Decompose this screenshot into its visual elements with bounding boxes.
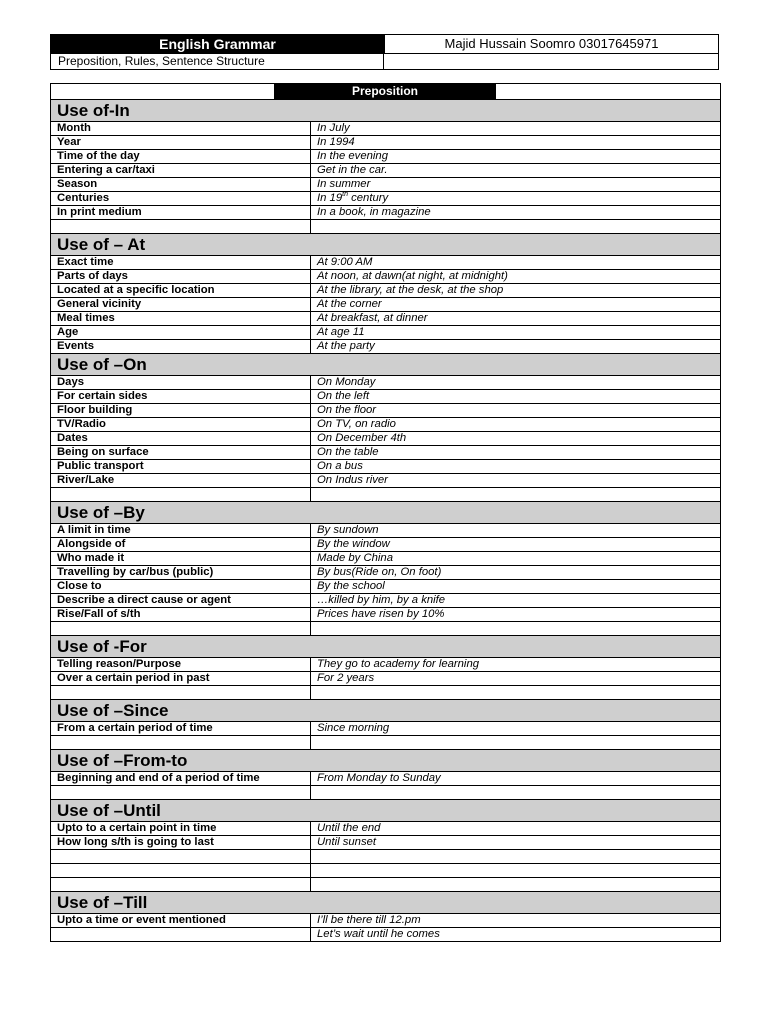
table-row (51, 460, 720, 474)
usage-example: By sundown (317, 524, 379, 536)
usage-rule: River/Lake (51, 474, 311, 487)
usage-example: In the evening (317, 150, 388, 162)
usage-example: Made by China (317, 552, 393, 564)
usage-example (311, 488, 720, 501)
usage-rule: Centuries (51, 192, 311, 205)
usage-rule: Dates (51, 432, 311, 445)
section-heading: Use of –Since (51, 700, 720, 722)
usage-rule (51, 850, 311, 863)
table-row (51, 722, 720, 736)
usage-rule: Parts of days (51, 270, 311, 283)
usage-rule: Located at a specific location (51, 284, 311, 297)
usage-rule: Entering a car/taxi (51, 164, 311, 177)
usage-example: At breakfast, at dinner (317, 312, 428, 324)
table-row (51, 150, 720, 164)
usage-example: Until sunset (317, 836, 377, 848)
usage-rule: From a certain period of time (51, 722, 311, 735)
table-row (51, 178, 720, 192)
document-header (50, 34, 719, 70)
usage-example: Get in the car. (317, 164, 388, 176)
usage-rule: Days (51, 376, 311, 389)
usage-rule (51, 736, 311, 749)
section-heading: Use of –From-to (51, 750, 720, 772)
usage-example (311, 864, 720, 877)
usage-example: For 2 years (317, 672, 375, 684)
section-heading: Use of –On (51, 354, 720, 376)
usage-rule: Who made it (51, 552, 311, 565)
header-top-row (51, 35, 718, 54)
table-row (51, 928, 720, 941)
section-heading: Use of-In (51, 100, 720, 122)
usage-rule: Events (51, 340, 311, 353)
usage-example: By bus(Ride on, On foot) (317, 566, 442, 578)
usage-rule (51, 928, 311, 941)
table-row (51, 206, 720, 220)
usage-example (311, 736, 720, 749)
usage-rule: Meal times (51, 312, 311, 325)
table-row (51, 284, 720, 298)
table-row (51, 686, 720, 700)
usage-example: I’ll be there till 12.pm (317, 914, 421, 926)
usage-example: At the library, at the desk, at the shop (317, 284, 504, 296)
table-row (51, 786, 720, 800)
usage-example (311, 220, 720, 233)
usage-example: Since morning (317, 722, 390, 734)
usage-rule: General vicinity (51, 298, 311, 311)
usage-example (311, 786, 720, 799)
usage-example: Prices have risen by 10% (317, 608, 445, 620)
section-heading: Use of -For (51, 636, 720, 658)
table-row (51, 538, 720, 552)
usage-rule: Close to (51, 580, 311, 593)
usage-rule: Upto a time or event mentioned (51, 914, 311, 927)
usage-example: At age 11 (317, 326, 365, 338)
table-row (51, 622, 720, 636)
section-heading: Use of –By (51, 502, 720, 524)
preposition-table (50, 83, 721, 942)
usage-rule (51, 864, 311, 877)
table-row (51, 836, 720, 850)
usage-example: From Monday to Sunday (317, 772, 441, 784)
section-heading: Use of –Till (51, 892, 720, 914)
author-info: Majid Hussain Soomro 03017645971 (384, 35, 718, 53)
usage-rule: How long s/th is going to last (51, 836, 311, 849)
table-row (51, 270, 720, 284)
table-row (51, 850, 720, 864)
usage-rule: Rise/Fall of s/th (51, 608, 311, 621)
table-row (51, 418, 720, 432)
section-heading: Use of –Until (51, 800, 720, 822)
table-row (51, 580, 720, 594)
usage-example: At the party (317, 340, 375, 352)
usage-rule (51, 878, 311, 891)
usage-rule (51, 622, 311, 635)
document-title: English Grammar (51, 35, 384, 53)
usage-example: On a bus (317, 460, 363, 472)
document-subtitle: Preposition, Rules, Sentence Structure (51, 54, 384, 69)
usage-rule (51, 488, 311, 501)
usage-rule: In print medium (51, 206, 311, 219)
usage-example: On December 4th (317, 432, 407, 444)
usage-example: On Monday (317, 376, 376, 388)
usage-example (311, 622, 720, 635)
table-row (51, 608, 720, 622)
usage-example: By the school (317, 580, 385, 592)
usage-rule: Month (51, 122, 311, 135)
table-row (51, 878, 720, 892)
table-row (51, 474, 720, 488)
table-row (51, 446, 720, 460)
usage-example: …killed by him, by a knife (317, 594, 446, 606)
table-row (51, 390, 720, 404)
table-row (51, 658, 720, 672)
usage-rule: Telling reason/Purpose (51, 658, 311, 671)
usage-rule: Being on surface (51, 446, 311, 459)
usage-example: In July (317, 122, 350, 134)
table-row (51, 256, 720, 270)
preposition-title-row (51, 84, 720, 100)
table-row (51, 164, 720, 178)
usage-example: At noon, at dawn(at night, at midnight) (317, 270, 508, 282)
usage-example: By the window (317, 538, 390, 550)
usage-example: On Indus river (317, 474, 388, 486)
table-row (51, 914, 720, 928)
table-row (51, 822, 720, 836)
section-heading: Use of – At (51, 234, 720, 256)
usage-rule: Describe a direct cause or agent (51, 594, 311, 607)
table-row (51, 404, 720, 418)
table-row (51, 736, 720, 750)
table-row (51, 672, 720, 686)
table-row (51, 552, 720, 566)
usage-example: Until the end (317, 822, 381, 834)
usage-example: At 9:00 AM (317, 256, 373, 268)
usage-example: On TV, on radio (317, 418, 396, 430)
usage-rule: Year (51, 136, 311, 149)
usage-rule (51, 786, 311, 799)
table-row (51, 326, 720, 340)
table-row (51, 192, 720, 206)
usage-rule (51, 686, 311, 699)
usage-rule: Beginning and end of a period of time (51, 772, 311, 785)
usage-example: On the table (317, 446, 379, 458)
table-row (51, 432, 720, 446)
usage-example: They go to academy for learning (317, 658, 480, 670)
table-row (51, 122, 720, 136)
table-row (51, 488, 720, 502)
usage-example: In summer (317, 178, 371, 190)
preposition-title: Preposition (274, 84, 496, 99)
usage-rule: For certain sides (51, 390, 311, 403)
usage-rule: Alongside of (51, 538, 311, 551)
usage-rule (51, 220, 311, 233)
usage-rule: Over a certain period in past (51, 672, 311, 685)
table-row (51, 298, 720, 312)
usage-rule: Public transport (51, 460, 311, 473)
table-row (51, 220, 720, 234)
usage-rule: Age (51, 326, 311, 339)
usage-example: On the left (317, 390, 370, 402)
usage-rule: Upto to a certain point in time (51, 822, 311, 835)
table-row (51, 566, 720, 580)
usage-example (311, 686, 720, 699)
usage-example: Let’s wait until he comes (317, 928, 440, 940)
usage-example: In a book, in magazine (317, 206, 431, 218)
table-row (51, 340, 720, 354)
usage-rule: Exact time (51, 256, 311, 269)
usage-rule: Season (51, 178, 311, 191)
usage-example: On the floor (317, 404, 377, 416)
table-row (51, 136, 720, 150)
usage-rule: A limit in time (51, 524, 311, 537)
usage-example: In 1994 (317, 136, 355, 148)
table-row (51, 312, 720, 326)
table-row (51, 594, 720, 608)
usage-example (311, 850, 720, 863)
table-row (51, 772, 720, 786)
usage-example (311, 878, 720, 891)
usage-example: At the corner (317, 298, 382, 310)
usage-rule: Time of the day (51, 150, 311, 163)
table-row (51, 524, 720, 538)
usage-rule: Travelling by car/bus (public) (51, 566, 311, 579)
usage-rule: TV/Radio (51, 418, 311, 431)
table-row (51, 376, 720, 390)
usage-rule: Floor building (51, 404, 311, 417)
table-row (51, 864, 720, 878)
usage-example: In 19th century (317, 192, 389, 204)
